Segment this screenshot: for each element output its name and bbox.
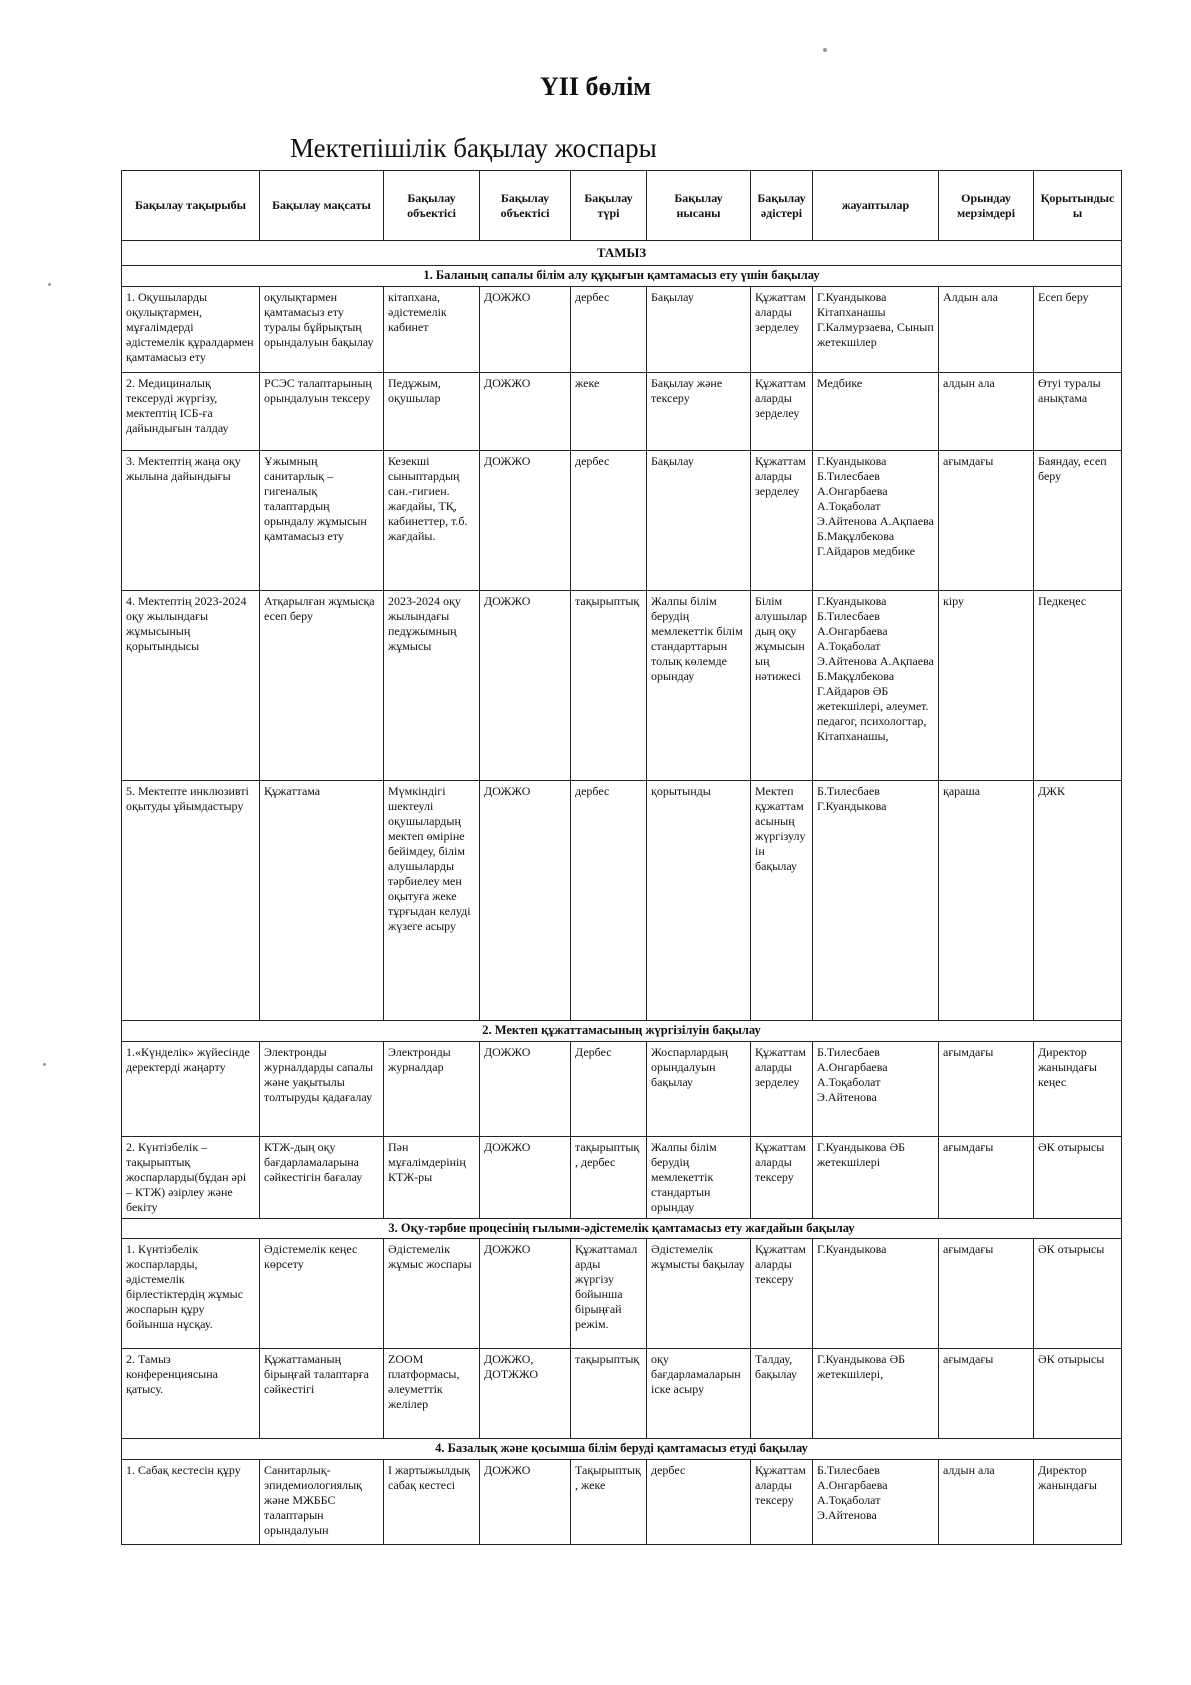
table-cell: Педкеңес — [1034, 590, 1122, 780]
table-header-row — [122, 171, 1122, 241]
table-cell: Құжаттамаларды жүргізу бойынша бірыңғай режім. — [571, 1239, 647, 1349]
table-cell: Талдау, бақылау — [751, 1349, 813, 1439]
table-cell: Жоспарлардың орындалуын бақылау — [647, 1041, 751, 1136]
table-cell: 3. Мектептің жаңа оқу жылына дайындығы — [122, 450, 260, 590]
table-cell: Г.Куандыкова Б.Тилесбаев А.Онгарбаева А.Тоқаболат Э.Айтенова А.Ақпаева Б.Мақұлбекова Г.Айдаров медбике — [813, 450, 939, 590]
table-cell: ағымдағы — [939, 450, 1034, 590]
table-cell: Директор жанындағы — [1034, 1459, 1122, 1544]
table-cell: Құжаттамаларды зерделеу — [751, 372, 813, 450]
table-cell: қорытынды — [647, 780, 751, 1020]
table-cell: тақырыптық — [571, 590, 647, 780]
table-cell: Бақылау және тексеру — [647, 372, 751, 450]
table-cell: Білім алушылардың оқу жұмысының нәтижесі — [751, 590, 813, 780]
table-cell: ағымдағы — [939, 1136, 1034, 1218]
table-cell: Электронды журналдарды сапалы және уақытылы толтыруды қадағалау — [260, 1041, 384, 1136]
table-cell: Әдістемелік кеңес көрсету — [260, 1239, 384, 1349]
table-cell: Дербес — [571, 1041, 647, 1136]
table-cell: Құжаттаманың бірыңғай талаптарға сәйкестігі — [260, 1349, 384, 1439]
table-row — [122, 1459, 1122, 1544]
table-cell: оқулықтармен қамтамасыз ету туралы бұйрықтың орындалуын бақылау — [260, 286, 384, 372]
table-cell: Құжаттамаларды зерделеу — [751, 1041, 813, 1136]
table-cell: Құжаттамаларды зерделеу — [751, 286, 813, 372]
section-title: YII бөлім — [539, 72, 652, 101]
table-cell: Г.Куандыкова Б.Тилесбаев А.Онгарбаева А.Тоқаболат Э.Айтенова А.Ақпаева Б.Мақұлбекова Г.Айдаров ӘБ жетекшілері, әлеумет. педагог, психологтар, Кітапханашы, — [813, 590, 939, 780]
column-header: жауаптылар — [813, 171, 939, 241]
table-cell: Есеп беру — [1034, 286, 1122, 372]
table-cell: I жартыжылдық сабақ кестесі — [384, 1459, 480, 1544]
table-cell: Құжаттамаларды тексеру — [751, 1136, 813, 1218]
section-title: 4. Базалық және қосымша білім беруді қамтамасыз етуді бақылау — [122, 1439, 1122, 1460]
table-cell: Тақырыптық, жеке — [571, 1459, 647, 1544]
table-cell: ДОЖЖО — [480, 1239, 571, 1349]
table-cell: Құжаттамаларды зерделеу — [751, 450, 813, 590]
table-cell: ағымдағы — [939, 1041, 1034, 1136]
table-cell: ДОЖЖО — [480, 286, 571, 372]
section-title: 3. Оқу-тәрбие процесінің ғылыми-әдістемелік қамтамасыз ету жағдайын бақылау — [122, 1218, 1122, 1239]
section-title: 1. Баланың сапалы білім алу құқығын қамтамасыз ету үшін бақылау — [122, 266, 1122, 287]
table-cell: 2. Тамыз конференциясына қатысу. — [122, 1349, 260, 1439]
table-cell: Г.Куандыкова ӘБ жетекшілері — [813, 1136, 939, 1218]
column-header: Бақылау нысаны — [647, 171, 751, 241]
table-cell: ДОЖЖО — [480, 1136, 571, 1218]
table-cell: алдын ала — [939, 1459, 1034, 1544]
table-cell: Әдістемелік жұмысты бақылау — [647, 1239, 751, 1349]
section-title: 2. Мектеп құжаттамасының жүргізілуін бақылау — [122, 1020, 1122, 1041]
column-header: Бақылау мақсаты — [260, 171, 384, 241]
table-cell: Баяндау, есеп беру — [1034, 450, 1122, 590]
table-cell: Медбике — [813, 372, 939, 450]
table-row — [122, 1239, 1122, 1349]
table-cell: 1.«Күнделік» жүйесінде деректерді жаңарту — [122, 1041, 260, 1136]
table-cell: Электронды журналдар — [384, 1041, 480, 1136]
column-header: Бақылау объектісі — [480, 171, 571, 241]
table-cell: 2. Медициналық тексеруді жүргізу, мектептің ІСБ-ға дайындығын талдау — [122, 372, 260, 450]
table-cell: Өтуі туралы анықтама — [1034, 372, 1122, 450]
table-row — [122, 1136, 1122, 1218]
control-plan-table — [121, 170, 1122, 1545]
table-cell: дербес — [571, 450, 647, 590]
table-cell: Г.Куандыкова ӘБ жетекшілері, — [813, 1349, 939, 1439]
column-header: Орындау мерзімдері — [939, 171, 1034, 241]
table-cell: Г.Куандыкова Кітапханашы Г.Калмурзаева, Сынып жетекшілер — [813, 286, 939, 372]
table-row — [122, 1041, 1122, 1136]
table-cell: Б.Тилесбаев А.Онгарбаева А.Тоқаболат Э.Айтенова — [813, 1459, 939, 1544]
table-cell: дербес — [571, 286, 647, 372]
table-row — [122, 590, 1122, 780]
table-row — [122, 780, 1122, 1020]
table-cell: Б.Тилесбаев Г.Куандыкова — [813, 780, 939, 1020]
table-cell: ДОЖЖО — [480, 590, 571, 780]
table-cell: алдын ала — [939, 372, 1034, 450]
table-cell: ДЖК — [1034, 780, 1122, 1020]
table-cell: кіру — [939, 590, 1034, 780]
table-cell: 1. Сабақ кестесін құру — [122, 1459, 260, 1544]
scan-speck — [823, 48, 827, 52]
table-cell: Бақылау — [647, 450, 751, 590]
table-cell: тақырыптық — [571, 1349, 647, 1439]
page-subtitle: Мектепішілік бақылау жоспары — [290, 133, 657, 163]
table-cell: Санитарлық-эпидемиологиялық және МЖББС талаптарын орындалуын — [260, 1459, 384, 1544]
table-cell: Пән мұғалімдерінің КТЖ-ры — [384, 1136, 480, 1218]
table-cell: ДОЖЖО — [480, 1459, 571, 1544]
table-cell: дербес — [647, 1459, 751, 1544]
table-row — [122, 1349, 1122, 1439]
table-row — [122, 450, 1122, 590]
section-title-row — [122, 1439, 1122, 1460]
table-cell: Алдын ала — [939, 286, 1034, 372]
table-cell: 5. Мектепте инклюзивті оқытуды ұйымдастыру — [122, 780, 260, 1020]
table-cell: 2. Күнтізбелік – тақырыптық жоспарларды(бұдан әрі – КТЖ) әзірлеу және бекіту — [122, 1136, 260, 1218]
table-cell: ағымдағы — [939, 1239, 1034, 1349]
scan-speck — [48, 283, 51, 286]
month-row — [122, 241, 1122, 266]
table-cell: Б.Тилесбаев А.Онгарбаева А.Тоқаболат Э.Айтенова — [813, 1041, 939, 1136]
section-title-row — [122, 1218, 1122, 1239]
table-cell: Мектеп құжаттамасының жүргізулуін бақылау — [751, 780, 813, 1020]
table-cell: қараша — [939, 780, 1034, 1020]
table-cell: ДОЖЖО — [480, 372, 571, 450]
table-cell: КТЖ-дың оқу бағдарламаларына сәйкестігін бағалау — [260, 1136, 384, 1218]
table-cell: ДОЖЖО — [480, 1041, 571, 1136]
table-cell: 1. Оқушыларды оқулықтармен, мұғалімдерді әдістемелік құралдармен қамтамасыз ету — [122, 286, 260, 372]
table-cell: 4. Мектептің 2023-2024 оқу жылындағы жұмысының қорытындысы — [122, 590, 260, 780]
table-cell: жеке — [571, 372, 647, 450]
table-cell: ағымдағы — [939, 1349, 1034, 1439]
table-row — [122, 286, 1122, 372]
table-cell: ДОЖЖО — [480, 780, 571, 1020]
column-header: Бақылау түрі — [571, 171, 647, 241]
table-cell: Педұжым, оқушылар — [384, 372, 480, 450]
table-cell: Жалпы білім берудің мемлекеттік стандартын орындау — [647, 1136, 751, 1218]
scan-speck — [43, 1063, 46, 1066]
table-cell: кітапхана, әдістемелік кабинет — [384, 286, 480, 372]
table-cell: ДОЖЖО — [480, 450, 571, 590]
table-cell: тақырыптық, дербес — [571, 1136, 647, 1218]
column-header: Бақылау объектісі — [384, 171, 480, 241]
column-header: Бақылау тақырыбы — [122, 171, 260, 241]
table-cell: Атқарылған жұмысқа есеп беру — [260, 590, 384, 780]
table-cell: Әдістемелік жұмыс жоспары — [384, 1239, 480, 1349]
table-cell: оқу бағдарламаларын іске асыру — [647, 1349, 751, 1439]
table-cell: ӘК отырысы — [1034, 1349, 1122, 1439]
table-cell: дербес — [571, 780, 647, 1020]
table-cell: Бақылау — [647, 286, 751, 372]
month-label: ТАМЫЗ — [122, 241, 1122, 266]
table-cell: Құжаттамаларды тексеру — [751, 1459, 813, 1544]
table-cell: Мүмкіндігі шектеулі оқушылардың мектеп өміріне бейімдеу, білім алушыларды тәрбиелеу мен оқытуға жеке тұрғыдан келуді жүзеге асыру — [384, 780, 480, 1020]
table-cell: Ұжымның санитарлық – гигеналық талаптардың орындалу жұмысын қамтамасыз ету — [260, 450, 384, 590]
column-header: Бақылау әдістері — [751, 171, 813, 241]
table-cell: ДОЖЖО, ДОТЖЖО — [480, 1349, 571, 1439]
column-header: Қорытындысы — [1034, 171, 1122, 241]
table-cell: Директор жанындағы кеңес — [1034, 1041, 1122, 1136]
table-cell: ӘК отырысы — [1034, 1239, 1122, 1349]
table-cell: Г.Куандыкова — [813, 1239, 939, 1349]
table-cell: Құжаттама — [260, 780, 384, 1020]
table-cell: Жалпы білім берудің мемлекеттік білім стандарттарын толық көлемде орындау — [647, 590, 751, 780]
table-cell: Кезекші сыныптардың сан.-гигиен. жағдайы, ТҚ, кабинеттер, т.б. жағдайы. — [384, 450, 480, 590]
table-cell: ZOOM платформасы, әлеуметтік желілер — [384, 1349, 480, 1439]
section-title-row — [122, 1020, 1122, 1041]
table-cell: Құжаттамаларды тексеру — [751, 1239, 813, 1349]
section-title-row — [122, 266, 1122, 287]
table-cell: ӘК отырысы — [1034, 1136, 1122, 1218]
table-cell: 2023-2024 оқу жылындағы педұжымның жұмысы — [384, 590, 480, 780]
table-cell: 1. Күнтізбелік жоспарларды, әдістемелік бірлестіктердің жұмыс жоспарын құру бойынша нұсқау. — [122, 1239, 260, 1349]
table-row — [122, 372, 1122, 450]
table-cell: РСЭС талаптарының орындалуын тексеру — [260, 372, 384, 450]
